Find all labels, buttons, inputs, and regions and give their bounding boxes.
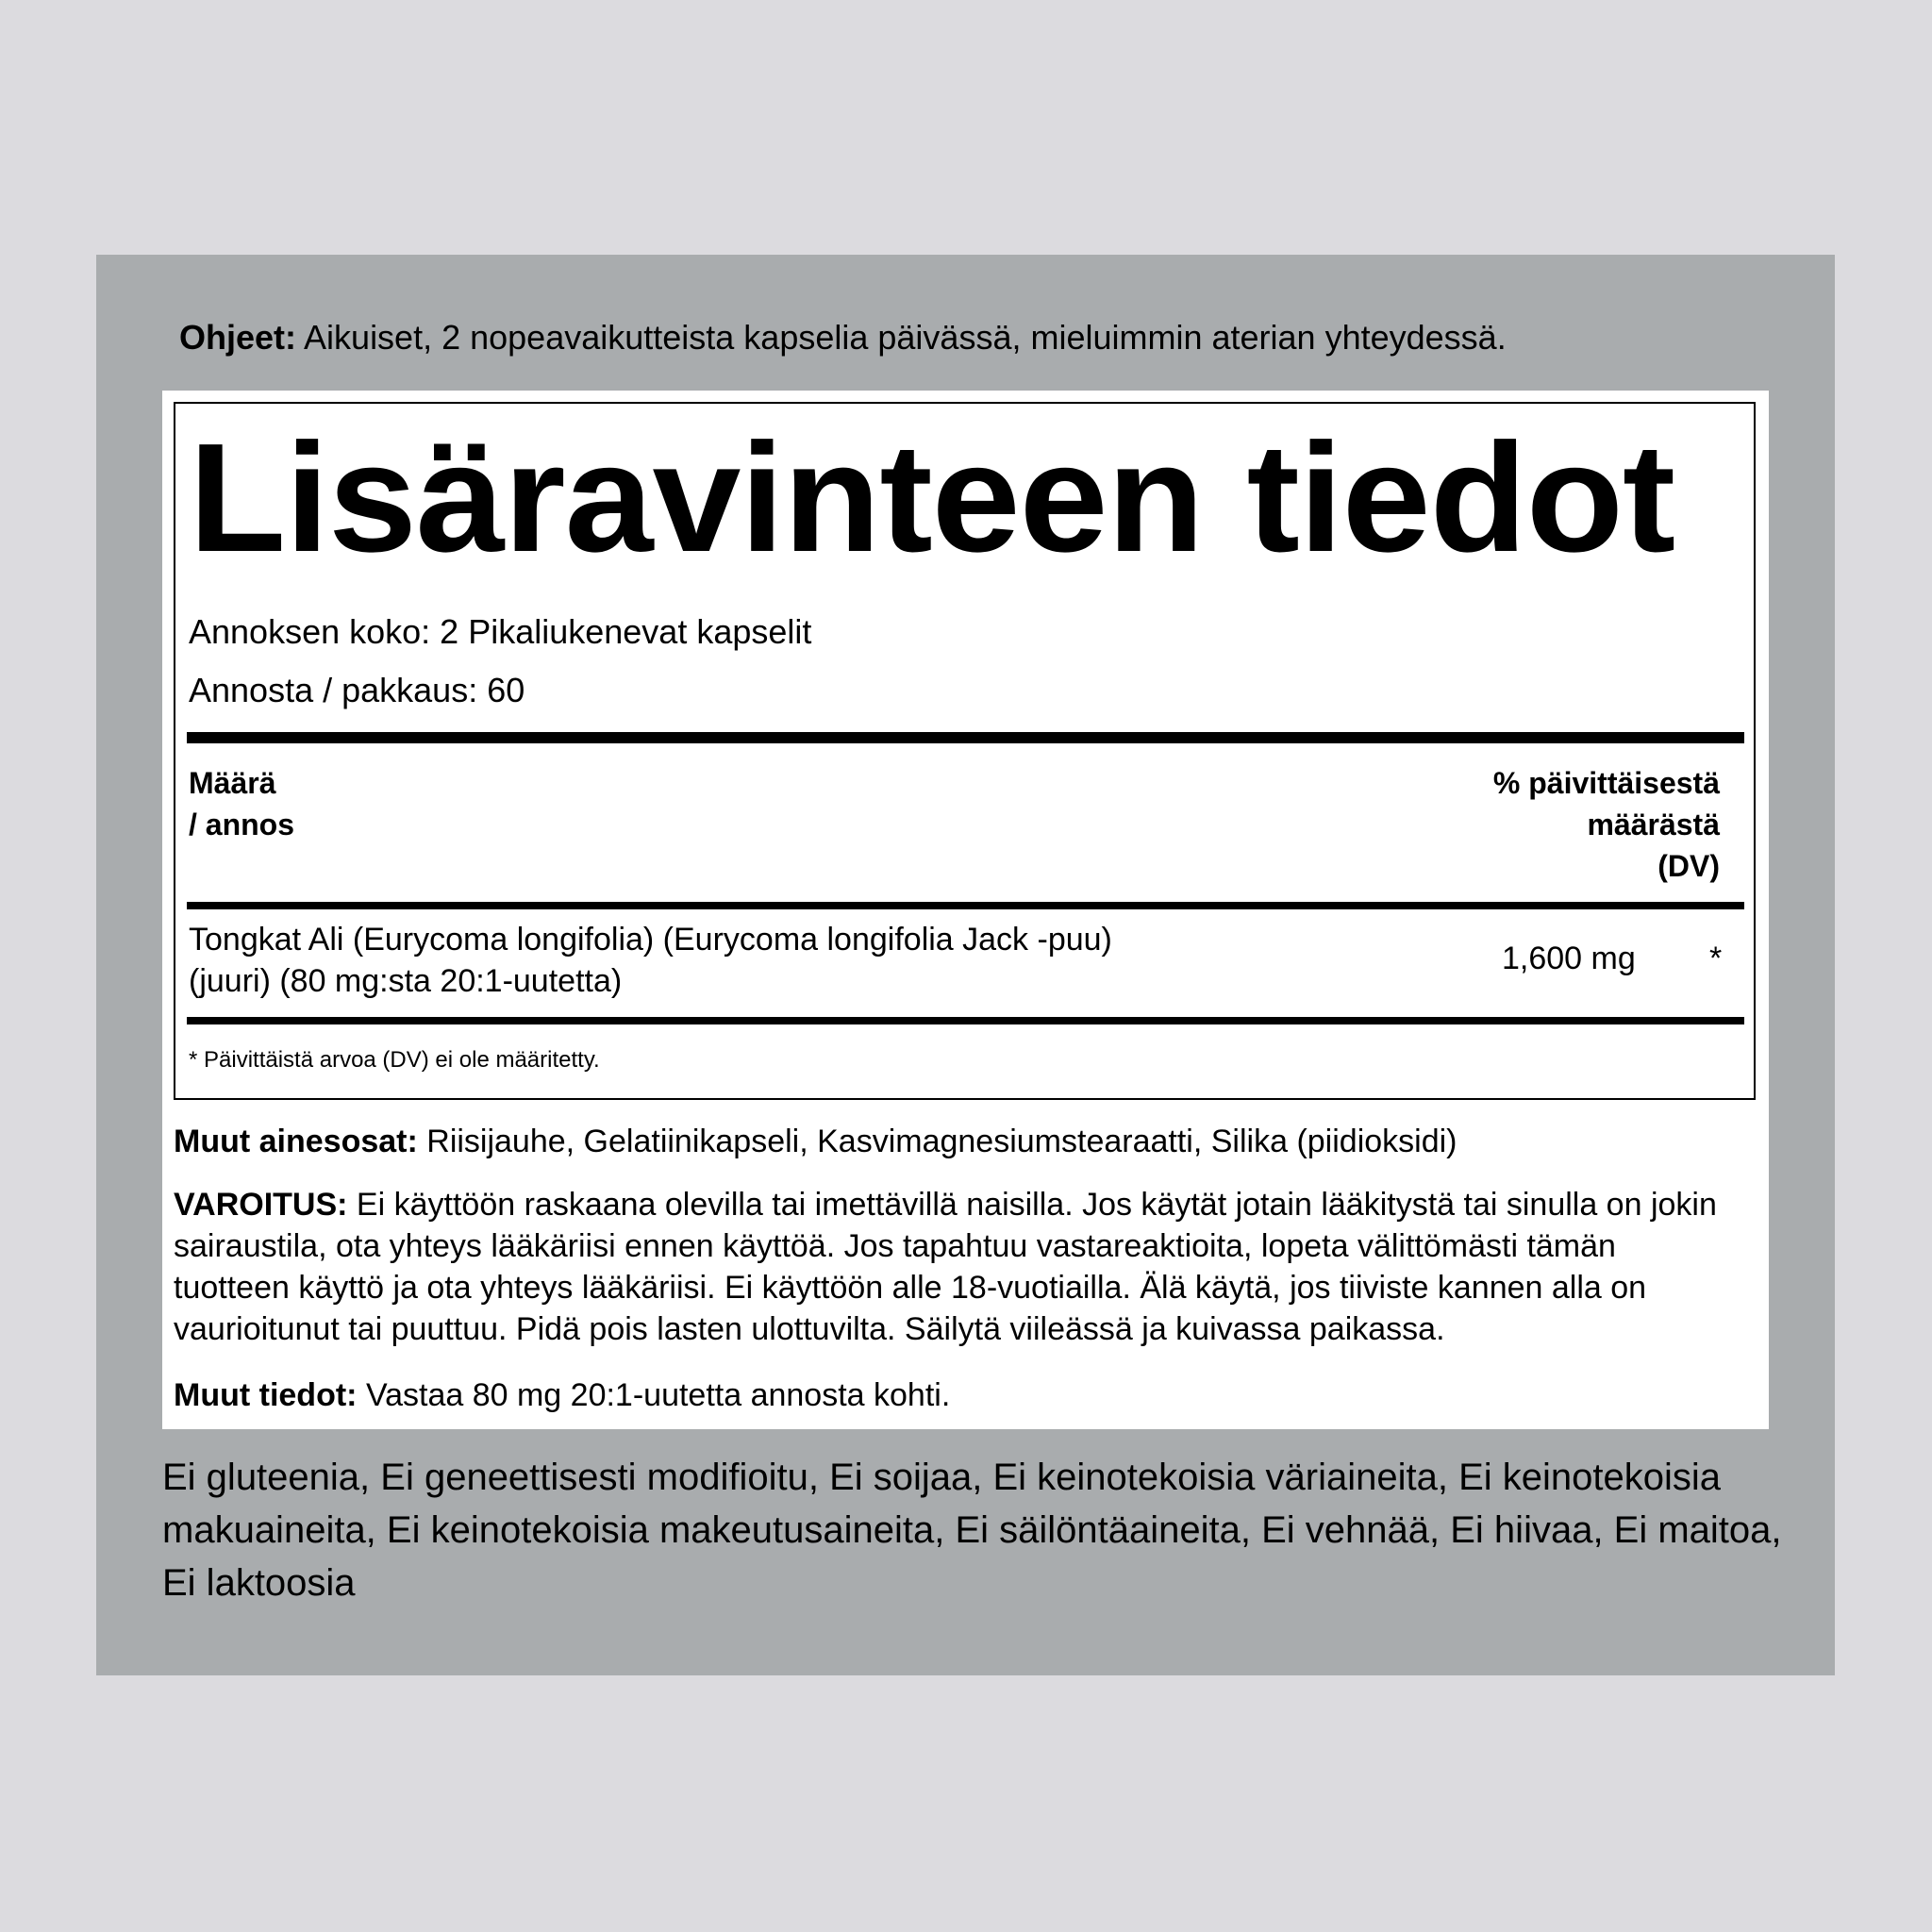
- directions-text: Aikuiset, 2 nopeavaikutteista kapselia päivässä, mieluimmin aterian yhteydessä.: [296, 318, 1507, 357]
- thick-divider: [187, 732, 1744, 743]
- daily-value-header: [1493, 762, 1720, 887]
- ingredient-divider: [187, 1017, 1744, 1024]
- header-divider: [187, 902, 1744, 909]
- supplement-facts-box: [174, 402, 1756, 1100]
- other-ingredients: [174, 1121, 1740, 1162]
- dv-header-line1: % päivittäisestä: [1492, 766, 1720, 800]
- dv-header-line2: määrästä: [1587, 808, 1720, 841]
- ingredient-amount: 1,600 mg: [1502, 941, 1636, 976]
- amount-per-serving-header: [189, 762, 294, 845]
- dv-header-line3: (DV): [1657, 849, 1720, 883]
- ingredient-daily-value: *: [1709, 941, 1723, 976]
- warning: [174, 1184, 1740, 1350]
- other-info-text: Vastaa 80 mg 20:1-uutetta annosta kohti.: [357, 1377, 951, 1413]
- servings-per-container: Annosta / pakkaus: 60: [189, 671, 525, 709]
- serving-size: Annoksen koko: 2 Pikaliukenevat kapselit: [189, 612, 812, 651]
- facts-title: Lisäravinteen tiedot: [189, 411, 1675, 584]
- other-ingredients-text: Riisijauhe, Gelatiinikapseli, Kasvimagnesiumstearaatti, Silika (piidioksidi): [417, 1124, 1457, 1159]
- ingredient-name: Tongkat Ali (Eurycoma longifolia) (Eurycoma longifolia Jack -puu) (juuri) (80 mg:sta 20:1-uutetta): [189, 922, 1112, 999]
- directions-label: Ohjeet:: [179, 318, 297, 357]
- other-ingredients-label: Muut ainesosat:: [174, 1124, 418, 1159]
- warning-label: VAROITUS:: [174, 1187, 348, 1223]
- free-from-statement: Ei gluteenia, Ei geneettisesti modifioitu, Ei soijaa, Ei keinotekoisia väriaineita, Ei keinotekoisia makuaineita, Ei keinotekoisia makeutusaineita, Ei säilöntäaineita, Ei vehnää, Ei hiivaa, Ei maitoa, Ei laktoosia: [162, 1457, 1782, 1604]
- directions: [179, 317, 1507, 358]
- warning-text: Ei käyttöön raskaana olevilla tai imettävillä naisilla. Jos käytät jotain lääkitystä tai sinulla on jokin sairaustila, ota yhteys lääkäriisi ennen käyttöä. Jos tapahtuu vastareaktioita, lopeta välittömästi tämän tuotteen käyttö ja ota yhteys lääkäriisi. Ei käyttöön alle 18-vuotiailla. Älä käytä, jos tiiviste kannen alla on vaurioitunut tai puuttuu. Pidä pois lasten ulottuvilta. Säilytä viileässä ja kuivassa paikassa.: [174, 1187, 1717, 1347]
- other-info: [174, 1374, 1740, 1416]
- other-info-label: Muut tiedot:: [174, 1377, 358, 1413]
- amount-header-line2: / annos: [189, 808, 295, 841]
- amount-header-line1: Määrä: [189, 766, 276, 800]
- dv-footnote: * Päivittäistä arvoa (DV) ei ole määritetty.: [189, 1047, 600, 1073]
